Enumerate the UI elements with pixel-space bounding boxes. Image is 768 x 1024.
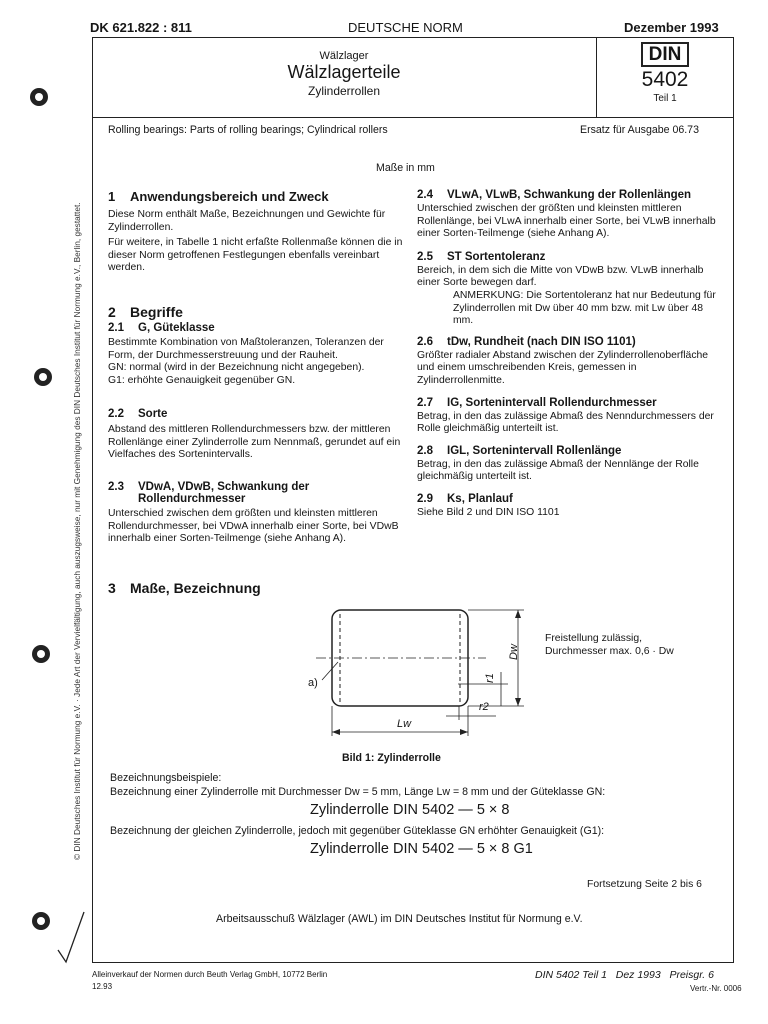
- left-column-3: [108, 408, 408, 462]
- leader-a: [322, 662, 338, 680]
- section-2-6-heading: [417, 336, 717, 348]
- section-2-6-text: Größter radialer Abstand zwischen der Zylinderrollenoberfläche und einem umschreibenden Kreis, gemessen in Zylinderrollenmitte.: [417, 349, 709, 386]
- punch-hole: [32, 645, 50, 663]
- section-title: ST Sortentoleranz: [447, 250, 546, 263]
- figure-label-dw: Dw: [507, 644, 520, 660]
- section-title: IG, Sortenintervall Rollendurchmesser: [447, 396, 657, 409]
- figure-note-line-2: Durchmesser max. 0,6 · Dw: [545, 645, 674, 657]
- right-column: [417, 189, 717, 520]
- section-number: 2.3: [108, 481, 124, 493]
- page-title: Wälzlagerteile: [287, 62, 401, 82]
- din-number: 5402: [641, 68, 689, 91]
- din-logo-text: DIN: [641, 42, 690, 67]
- title-divider: [92, 117, 734, 118]
- section-title: G, Güteklasse: [138, 322, 215, 334]
- section-number: 2.4: [417, 189, 433, 201]
- section-number: 2.5: [417, 250, 433, 263]
- continuation-note: Fortsetzung Seite 2 bis 6: [587, 879, 702, 890]
- example-1-code: Zylinderrolle DIN 5402 — 5 × 8: [310, 802, 510, 818]
- section-title: Anwendungsbereich und Zweck: [130, 189, 329, 204]
- checkmark-stroke: [58, 912, 84, 962]
- section-3-heading: [108, 580, 261, 596]
- left-column-4: [108, 481, 408, 546]
- footer-vertr: Vertr.-Nr. 0006: [690, 984, 742, 993]
- section-2-5-text: Bereich, in dem sich die Mitte von VDwB bzw. VLwB innerhalb einer Sorte bewegen darf.: [417, 264, 704, 289]
- ersatz-note: Ersatz für Ausgabe 06.73: [580, 124, 699, 136]
- din-teil: Teil 1: [653, 93, 677, 104]
- deutsche-norm-label: DEUTSCHE NORM: [348, 20, 463, 35]
- footer-publisher: Alleinverkauf der Normen durch Beuth Verlag GmbH, 10772 Berlin: [92, 970, 328, 979]
- section-2-heading: [108, 304, 408, 320]
- arrow-head: [332, 729, 340, 735]
- english-title: Rolling bearings: Parts of rolling bearings; Cylindrical rollers: [108, 124, 388, 136]
- punch-hole: [30, 88, 48, 106]
- section-title: Maße, Bezeichnung: [130, 580, 261, 596]
- section-title: VLwA, VLwB, Schwankung der Rollenlängen: [447, 189, 692, 201]
- section-title: tDw, Rundheit (nach DIN ISO 1101): [447, 335, 636, 348]
- section-number: 2.7: [417, 396, 433, 409]
- section-title: IGL, Sortenintervall Rollenlänge: [447, 444, 622, 457]
- section-title: Ks, Planlauf: [447, 492, 513, 505]
- figure-note-line-1: Freistellung zulässig,: [545, 633, 643, 644]
- example-2-text: Bezeichnung der gleichen Zylinderrolle, jedoch mit gegenüber Güteklasse GN erhöhter Genauigkeit (G1):: [110, 825, 605, 837]
- section-2-2-text: Abstand des mittleren Rollendurchmessers bzw. der mittleren Rollenlänge einer Zylinderrolle zum Nennmaß, gerundet auf ein Vielfaches des Sortenintervalls.: [108, 424, 401, 461]
- figure-caption: Bild 1: Zylinderrolle: [342, 752, 441, 764]
- section-1-heading: [108, 189, 408, 204]
- title-over: Wälzlager: [319, 50, 369, 62]
- publication-date: Dezember 1993: [624, 20, 719, 35]
- side-copyright: © DIN Deutsches Institut für Normung e.V. · Jede Art der Vervielfältigung, auch auszugsweise, nur mit Genehmigung des DIN Deutsches Institut für Normung e.V., Berlin, gestattet.: [72, 202, 82, 860]
- section-2-9-text: Siehe Bild 2 und DIN ISO 1101: [417, 506, 560, 518]
- section-number: 3: [108, 580, 116, 596]
- figure-label-r1: r1: [483, 673, 496, 683]
- handwritten-checkmark: [56, 910, 86, 966]
- section-number: 2.6: [417, 335, 433, 348]
- figure-label-a: a): [308, 677, 318, 689]
- section-number: 1: [108, 189, 116, 204]
- section-2-1-gn: GN: normal (wird in der Bezeichnung nicht angegeben).: [108, 362, 365, 374]
- section-2-4-text: Unterschied zwischen der größten und kleinsten mittleren Rollenlänge, bei VLwA innerhalb einer Sorte, bei VLwB innerhalb einer Sorten-Teilmenge (siehe Anhang A).: [417, 203, 716, 240]
- cylinder-roller-drawing: [296, 596, 716, 756]
- section-2-4-heading: [417, 189, 717, 201]
- footer-left: [92, 970, 327, 991]
- section-2-3-heading: [108, 481, 408, 505]
- punch-hole: [34, 368, 52, 386]
- arrow-head: [515, 698, 521, 706]
- masse-note: Maße in mm: [376, 162, 435, 174]
- section-2-9-heading: [417, 493, 717, 505]
- section-2-7-text: Betrag, in den das zulässige Abmaß des Nenndurchmessers der Rolle gleichmäßig unterteilt ist.: [417, 410, 714, 435]
- title-sub: Zylinderrollen: [307, 84, 381, 98]
- left-column-2: [108, 304, 408, 387]
- left-column: [108, 189, 408, 275]
- section-title: Sorte: [138, 408, 168, 420]
- section-2-3-text: Unterschied zwischen dem größten und kleinsten mittleren Rollendurchmesser, bei VDwA innerhalb einer Sorte, bei VDwB innerhalb einer Sorten-Teilmenge (siehe Anhang A).: [108, 508, 399, 545]
- footer-date-code: 12.93: [92, 982, 113, 991]
- figure-label-lw: Lw: [397, 718, 412, 730]
- section-2-2-heading: [108, 408, 408, 420]
- din-logo: [596, 44, 734, 66]
- section-2-8-text: Betrag, in den das zulässige Abmaß der Nennlänge der Rolle gleichmäßig unterteilt ist.: [417, 458, 699, 483]
- section-number: 2.8: [417, 444, 433, 457]
- figure-note: [545, 633, 674, 658]
- section-1-text-2: Für weitere, in Tabelle 1 nicht erfaßte Rollenmaße können die in dieser Norm getroffenen Festlegungen ebenfalls vereinbart werden.: [108, 237, 403, 274]
- example-2-code: Zylinderrolle DIN 5402 — 5 × 8 G1: [310, 841, 533, 857]
- arrow-head: [515, 610, 521, 618]
- section-number: 2.1: [108, 322, 124, 334]
- committee-note: Arbeitsausschuß Wälzlager (AWL) im DIN Deutsches Institut für Normung e.V.: [216, 913, 583, 925]
- section-2-5-note: ANMERKUNG: Die Sortentoleranz hat nur Bedeutung für Zylinderrollen mit Dw über 40 mm bzw. mit Lw über 48 mm.: [453, 289, 716, 327]
- figure-label-r2: r2: [479, 701, 489, 713]
- punch-hole: [32, 912, 50, 930]
- arrow-head: [460, 729, 468, 735]
- section-2-7-heading: [417, 397, 717, 409]
- section-number: 2.9: [417, 492, 433, 505]
- section-number: 2.2: [108, 408, 124, 420]
- section-title: VDwA, VDwB, Schwankung der Rollendurchmesser: [138, 481, 310, 505]
- section-2-8-heading: [417, 445, 717, 457]
- examples-heading: Bezeichnungsbeispiele:: [110, 772, 222, 784]
- section-2-5-heading: [417, 251, 717, 263]
- footer-right: DIN 5402 Teil 1 Dez 1993 Preisgr. 6: [535, 969, 714, 981]
- section-title: Begriffe: [130, 304, 183, 320]
- dk-number: DK 621.822 : 811: [90, 20, 192, 35]
- section-2-1-heading: [108, 322, 408, 334]
- section-1-text-1: Diese Norm enthält Maße, Bezeichnungen und Gewichte für Zylinderrollen.: [108, 209, 386, 233]
- section-number: 2: [108, 304, 116, 320]
- section-2-1-g1: G1: erhöhte Genauigkeit gegenüber GN.: [108, 374, 296, 386]
- example-1-text: Bezeichnung einer Zylinderrolle mit Durchmesser Dw = 5 mm, Länge Lw = 8 mm und der Güteklasse GN:: [110, 786, 606, 798]
- section-2-1-text: Bestimmte Kombination von Maßtoleranzen, Toleranzen der Form, der Durchmesserstreuung und der Rauheit.: [108, 337, 384, 361]
